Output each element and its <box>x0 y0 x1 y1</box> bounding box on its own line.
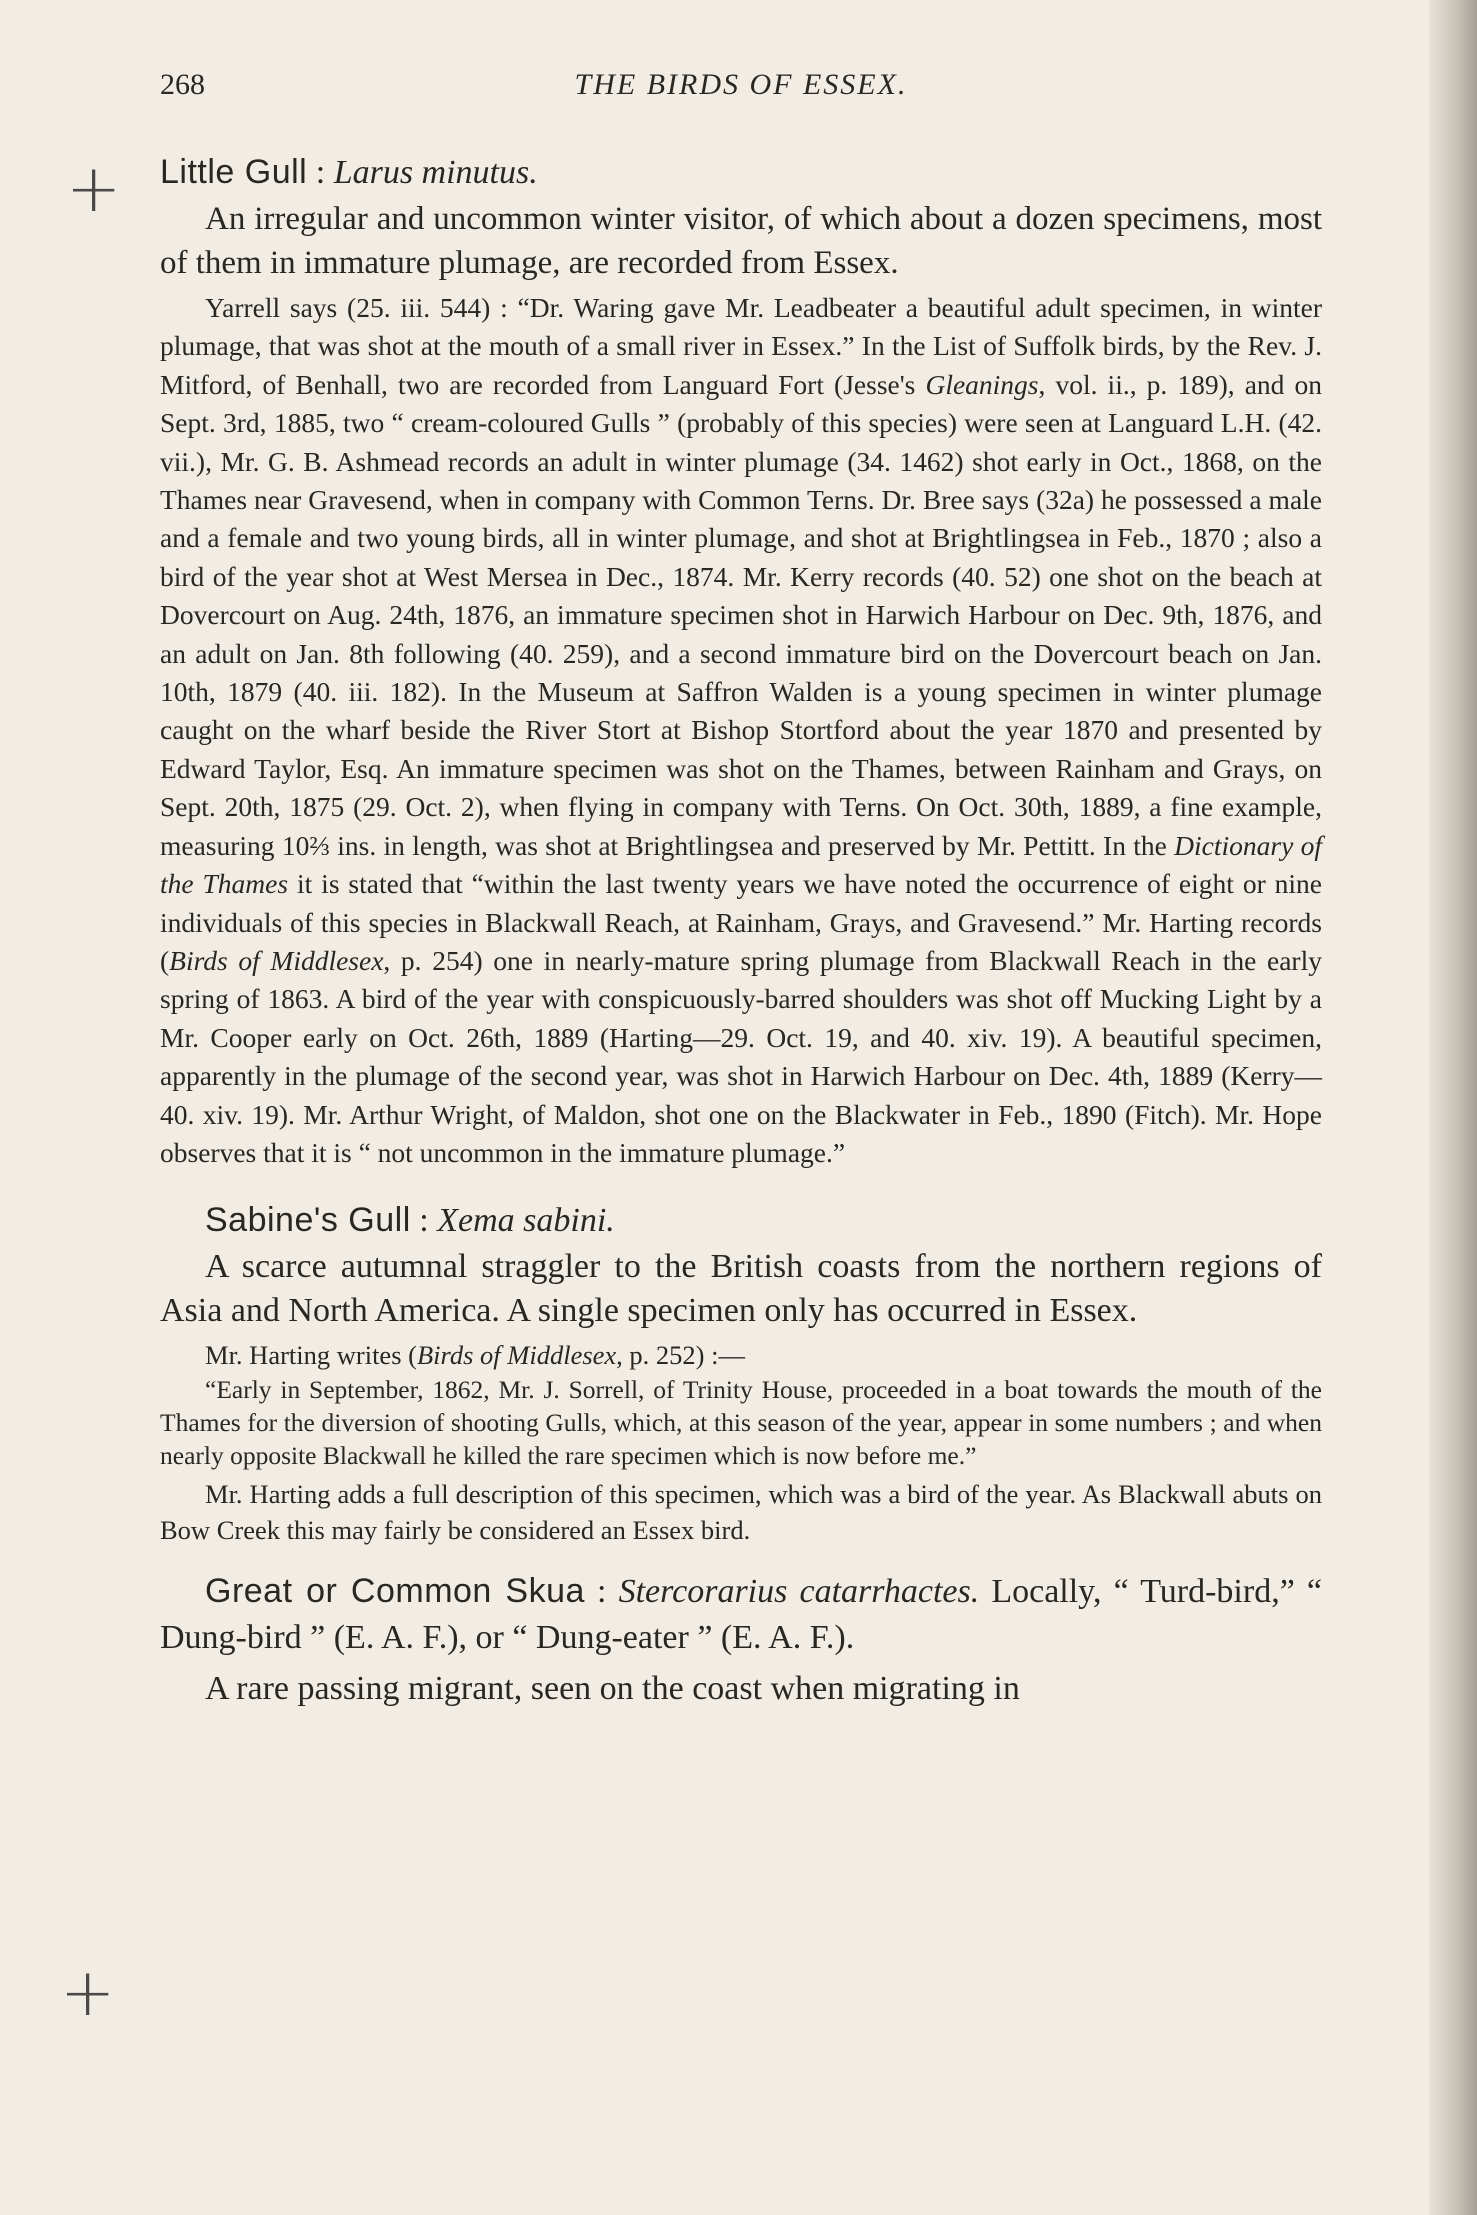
species-local-names: Locally, “ Turd-bird,” “ Dung-bird ” (E. A. F.), or “ Dung-eater ” (E. A. F.). <box>160 1573 1322 1657</box>
book-title: Birds of Middlesex <box>416 1340 617 1371</box>
text-run: Mr. Harting writes ( <box>205 1340 417 1371</box>
text-run: , p. 252) :— <box>616 1340 745 1371</box>
page-number: 268 <box>160 68 205 101</box>
heading-separator: : <box>410 1202 438 1240</box>
pencil-cross-mark: + <box>60 1954 116 2031</box>
species-latin-name: Xema sabini. <box>437 1202 615 1240</box>
species-heading-sabines-gull <box>160 1198 1322 1243</box>
book-title: Dictionary of the Thames <box>160 829 1322 900</box>
species-body-paragraph: Mr. Harting adds a full description of this specimen, which was a bird of the year. As Blackwall abuts on Bow Creek this may fairly be considered an Essex bird. <box>160 1479 1322 1546</box>
page-edge-shadow <box>1429 0 1477 2215</box>
running-title: THE BIRDS OF ESSEX. <box>574 68 908 101</box>
species-heading-little-gull <box>160 150 1322 195</box>
heading-separator: : <box>307 154 334 191</box>
species-latin-name: Larus minutus. <box>333 154 538 191</box>
page-content <box>160 150 1322 1711</box>
species-common-name: Little Gull <box>160 153 308 191</box>
species-heading-great-skua <box>160 1568 1322 1661</box>
pencil-cross-mark: + <box>66 150 122 227</box>
species-common-name: Great or Common Skua <box>205 1572 585 1611</box>
running-head <box>160 68 1322 108</box>
book-title: Birds of Middlesex <box>169 944 384 976</box>
text-run: , p. 254) one in nearly-mature spring plumage from Blackwall Reach in the early spring of 1863. A bird of the year with conspicuously-barred shoulders was shot off Mucking Light by a Mr. Cooper early on Oct. 26th, 1889 (Harting—29. Oct. 19, and 40. xiv. 19). A beautiful specimen, apparently in the plumage of the second year, was shot in Harwich Harbour on Dec. 4th, 1889 (Kerry—40. xiv. 19). Mr. Arthur Wright, of Maldon, shot one on the Blackwater in Feb., 1890 (Fitch). Mr. Hope observes that it is “ not uncommon in the immature plumage.” <box>160 944 1322 1168</box>
species-intro: A rare passing migrant, seen on the coast when migrating in <box>205 1670 1020 1708</box>
species-intro: A scarce autumnal straggler to the British coasts from the northern regions of Asia and North America. A single specimen only has occurred in Essex. <box>160 1248 1322 1330</box>
text-run: it is stated that “within the last twenty years we have noted the occurrence of eight or nine individuals of this species in Blackwall Reach, at Rainham, Grays, and Gravesend.” Mr. Harting records ( <box>160 868 1322 976</box>
heading-separator: : <box>584 1573 619 1611</box>
text-run: , vol. ii., p. 189), and on Sept. 3rd, 1885, two “ cream-coloured Gulls ” (probably of this species) were seen at Languard L.H. (42. vii.), Mr. G. B. Ashmead records an adult in winter plumage (34. 1462) shot early in Oct., 1868, on the Thames near Gravesend, when in company with Common Terns. Dr. Bree says (32a) he possessed a male and a female and two young birds, all in winter plumage, and shot at Brightlingsea in Feb., 1870 ; also a bird of the year shot at West Mersea in Dec., 1874. Mr. Kerry records (40. 52) one shot on the beach at Dovercourt on Aug. 24th, 1876, an immature specimen shot in Harwich Harbour on Dec. 9th, 1876, and an adult on Jan. 8th following (40. 259), and a second immature bird on the Dovercourt beach on Jan. 10th, 1879 (40. iii. 182). In the Museum at Saffron Walden is a young specimen in winter plumage caught on the wharf beside the River Stort at Bishop Stortford about the year 1870 and presented by Edward Taylor, Esq. An immature specimen was shot on the Thames, between Rainham and Grays, on Sept. 20th, 1875 (29. Oct. 2), when flying in company with Terns. On Oct. 30th, 1889, a fine example, measuring 10⅔ ins. in length, was shot at Brightlingsea and preserved by Mr. Pettitt. In the <box>160 368 1322 861</box>
species-intro: An irregular and uncommon winter visitor, of which about a dozen specimens, most of them in immature plumage, are recorded from Essex. <box>160 201 1322 281</box>
block-quote: “Early in September, 1862, Mr. J. Sorrell, of Trinity House, proceeded in a boat towards the mouth of the Thames for the diversion of shooting Gulls, which, at this season of the year, appear in some numbers ; and when nearly opposite Blackwall he killed the rare specimen which is now before me.” <box>160 1375 1322 1471</box>
species-body-paragraph <box>160 289 1322 1172</box>
species-common-name: Sabine's Gull <box>205 1201 411 1240</box>
book-title: Gleanings <box>925 368 1039 400</box>
quote-introduction <box>160 1337 1322 1373</box>
species-latin-name: Stercorarius catarrhactes. <box>618 1573 980 1611</box>
text-run: Yarrell says (25. iii. 544) : “Dr. Waring gave Mr. Leadbeater a beautiful adult specimen, in winter plumage, that was shot at the mouth of a small river in Essex.” In the List of Suffolk birds, by the Rev. J. Mitford, of Benhall, two are recorded from Languard Fort (Jesse's <box>160 292 1322 400</box>
